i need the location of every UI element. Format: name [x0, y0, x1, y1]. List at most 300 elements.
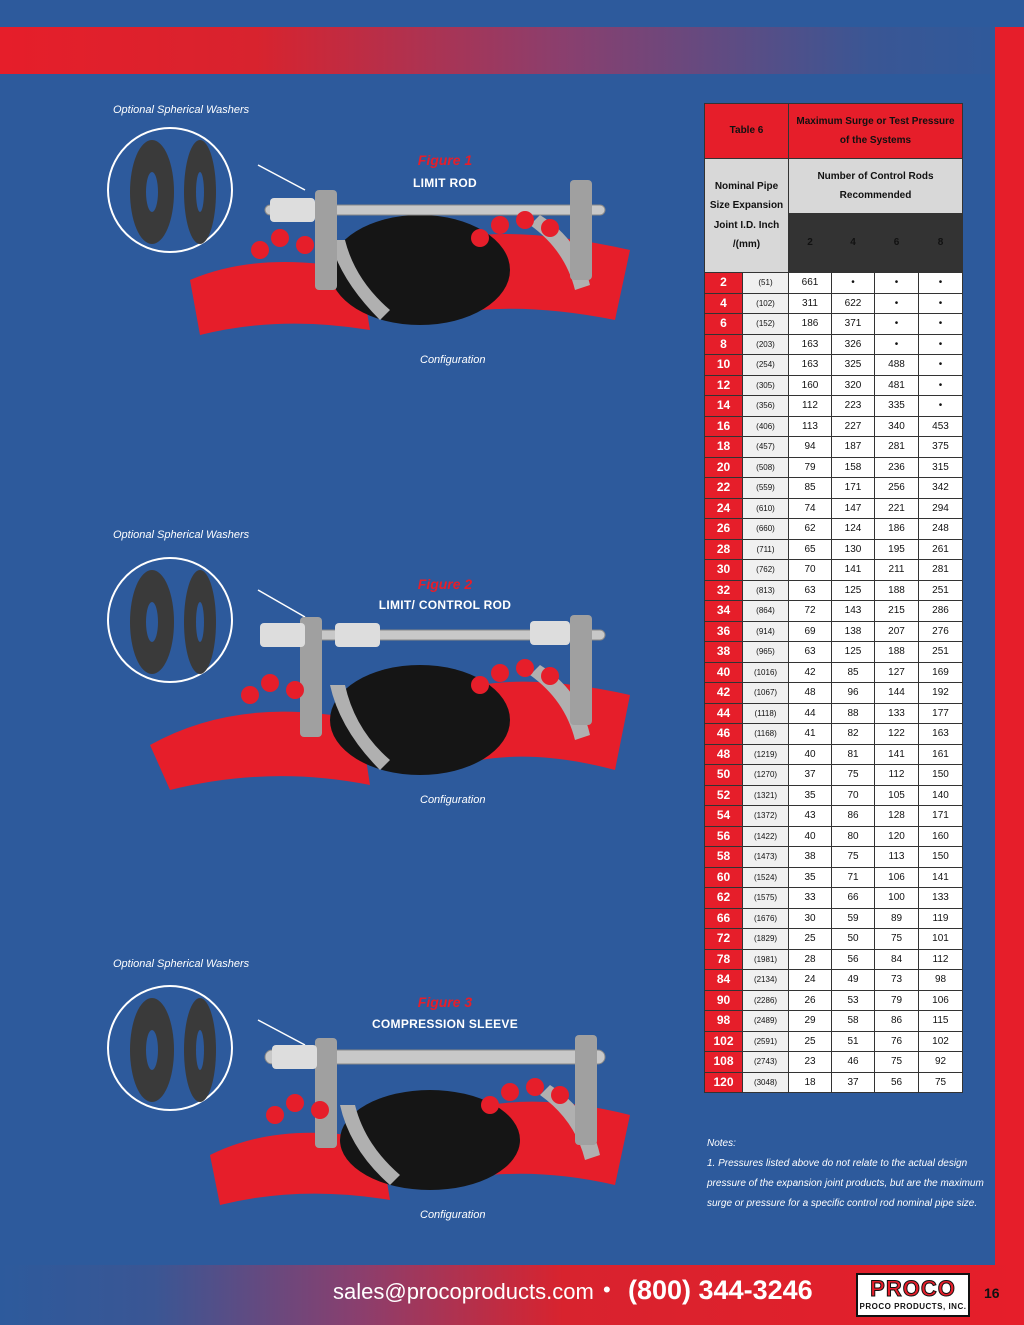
pressure-4-rods-cell: 130: [832, 539, 875, 560]
pressure-4-rods-cell: 75: [832, 847, 875, 868]
table-row: [705, 724, 963, 745]
pressure-6-rods-cell: 105: [875, 785, 919, 806]
pressure-4-rods-cell: 50: [832, 929, 875, 950]
size-mm-cell: (2286): [743, 990, 789, 1011]
pressure-2-rods-cell: 79: [789, 457, 832, 478]
pressure-6-rods-cell: 141: [875, 744, 919, 765]
pressure-6-rods-cell: 195: [875, 539, 919, 560]
nominal-size-cell: 34: [705, 601, 743, 622]
pressure-2-rods-cell: 24: [789, 970, 832, 991]
pressure-6-rods-cell: 221: [875, 498, 919, 519]
pressure-2-rods-cell: 44: [789, 703, 832, 724]
nominal-size-cell: 2: [705, 273, 743, 294]
table-row: [705, 744, 963, 765]
size-mm-cell: (203): [743, 334, 789, 355]
nominal-size-cell: 98: [705, 1011, 743, 1032]
table-label: Table 6: [705, 104, 789, 159]
pressure-2-rods-cell: 23: [789, 1052, 832, 1073]
nominal-size-cell: 18: [705, 437, 743, 458]
size-mm-cell: (711): [743, 539, 789, 560]
nominal-size-cell: 24: [705, 498, 743, 519]
figure-1-subtitle: LIMIT ROD: [412, 176, 478, 190]
pressure-8-rods-cell: 169: [919, 662, 963, 683]
pressure-6-rods-cell: 113: [875, 847, 919, 868]
pressure-4-rods-cell: 49: [832, 970, 875, 991]
pressure-4-rods-cell: 320: [832, 375, 875, 396]
size-mm-cell: (1575): [743, 888, 789, 909]
pressure-2-rods-cell: 65: [789, 539, 832, 560]
table-row: [705, 375, 963, 396]
pressure-2-rods-cell: 113: [789, 416, 832, 437]
figure-2-washers-label: Optional Spherical Washers: [113, 529, 250, 541]
table-row: [705, 1072, 963, 1093]
pressure-4-rods-cell: 141: [832, 560, 875, 581]
pressure-4-rods-cell: 70: [832, 785, 875, 806]
figure-2-caption: Configuration: [420, 794, 486, 806]
size-mm-cell: (864): [743, 601, 789, 622]
nominal-size-cell: 84: [705, 970, 743, 991]
pressure-8-rods-cell: 453: [919, 416, 963, 437]
table-row: [705, 826, 963, 847]
pressure-8-rods-cell: 315: [919, 457, 963, 478]
pressure-4-rods-cell: 58: [832, 1011, 875, 1032]
size-mm-cell: (1067): [743, 683, 789, 704]
pressure-6-rods-cell: 75: [875, 1052, 919, 1073]
pressure-8-rods-cell: 115: [919, 1011, 963, 1032]
table-row: [705, 621, 963, 642]
pressure-8-rods-cell: 248: [919, 519, 963, 540]
pressure-2-rods-cell: 28: [789, 949, 832, 970]
nominal-size-cell: 90: [705, 990, 743, 1011]
footer-email-link[interactable]: sales@procoproducts.com: [333, 1279, 594, 1304]
nominal-size-cell: 4: [705, 293, 743, 314]
size-mm-cell: (1321): [743, 785, 789, 806]
figure-1-illustration: [100, 120, 660, 350]
pressure-8-rods-cell: 119: [919, 908, 963, 929]
nominal-size-cell: 30: [705, 560, 743, 581]
nominal-size-cell: 26: [705, 519, 743, 540]
size-mm-cell: (1473): [743, 847, 789, 868]
nominal-size-cell: 16: [705, 416, 743, 437]
table-row: [705, 355, 963, 376]
table-row: [705, 416, 963, 437]
nominal-size-cell: 108: [705, 1052, 743, 1073]
washers-detail-icon: [108, 128, 232, 252]
pressure-8-rods-cell: 150: [919, 765, 963, 786]
nominal-size-cell: 6: [705, 314, 743, 335]
pressure-8-rods-cell: •: [919, 355, 963, 376]
table-row: [705, 601, 963, 622]
pressure-6-rods-cell: 188: [875, 642, 919, 663]
pressure-6-rods-cell: 79: [875, 990, 919, 1011]
compression-sleeve-assembly-icon: [210, 1035, 630, 1205]
pressure-2-rods-cell: 25: [789, 1031, 832, 1052]
pressure-8-rods-cell: •: [919, 293, 963, 314]
pressure-4-rods-cell: 59: [832, 908, 875, 929]
pressure-table: [704, 103, 962, 1093]
pressure-8-rods-cell: 160: [919, 826, 963, 847]
pressure-4-rods-cell: 88: [832, 703, 875, 724]
pressure-8-rods-cell: 92: [919, 1052, 963, 1073]
nominal-size-header: Nominal Pipe Size Expansion Joint I.D. Inch /(mm): [705, 159, 789, 273]
pressure-4-rods-cell: 187: [832, 437, 875, 458]
pressure-4-rods-cell: 124: [832, 519, 875, 540]
nominal-size-cell: 8: [705, 334, 743, 355]
size-mm-cell: (762): [743, 560, 789, 581]
pressure-6-rods-cell: 207: [875, 621, 919, 642]
size-mm-cell: (1270): [743, 765, 789, 786]
pressure-6-rods-cell: 211: [875, 560, 919, 581]
figure-3-illustration: [100, 970, 660, 1210]
pressure-2-rods-cell: 30: [789, 908, 832, 929]
pressure-6-rods-cell: 76: [875, 1031, 919, 1052]
footer-phone[interactable]: (800) 344-3246: [628, 1275, 813, 1305]
size-mm-cell: (610): [743, 498, 789, 519]
figure-3-title: Figure 3: [417, 994, 473, 1010]
pressure-2-rods-cell: 33: [789, 888, 832, 909]
table-row: [705, 437, 963, 458]
table-row: [705, 765, 963, 786]
pressure-8-rods-cell: 133: [919, 888, 963, 909]
figure-3-subtitle: COMPRESSION SLEEVE: [371, 1017, 519, 1031]
pressure-6-rods-cell: •: [875, 273, 919, 294]
figure-1-washers-label: Optional Spherical Washers: [113, 104, 250, 116]
size-mm-cell: (457): [743, 437, 789, 458]
pressure-6-rods-cell: 73: [875, 970, 919, 991]
rod-count-header: 2: [789, 214, 832, 273]
pressure-8-rods-cell: 101: [919, 929, 963, 950]
pressure-4-rods-cell: 71: [832, 867, 875, 888]
nominal-size-cell: 52: [705, 785, 743, 806]
pressure-6-rods-cell: 128: [875, 806, 919, 827]
nominal-size-cell: 58: [705, 847, 743, 868]
size-mm-cell: (1372): [743, 806, 789, 827]
pressure-2-rods-cell: 26: [789, 990, 832, 1011]
size-mm-cell: (152): [743, 314, 789, 335]
table-row: [705, 867, 963, 888]
pressure-8-rods-cell: 375: [919, 437, 963, 458]
pressure-4-rods-cell: 622: [832, 293, 875, 314]
pressure-6-rods-cell: 86: [875, 1011, 919, 1032]
figure-2-subtitle: LIMIT/ CONTROL ROD: [378, 598, 512, 612]
rod-count-header: 4: [832, 214, 875, 273]
table-row: [705, 314, 963, 335]
logo-wordmark: PROCO: [870, 1276, 956, 1301]
pressure-6-rods-cell: •: [875, 334, 919, 355]
pressure-8-rods-cell: 150: [919, 847, 963, 868]
pressure-8-rods-cell: 261: [919, 539, 963, 560]
pressure-6-rods-cell: 340: [875, 416, 919, 437]
size-mm-cell: (1219): [743, 744, 789, 765]
table-row: [705, 539, 963, 560]
table-row: [705, 908, 963, 929]
nominal-size-cell: 38: [705, 642, 743, 663]
pressure-8-rods-cell: 294: [919, 498, 963, 519]
pressure-6-rods-cell: 281: [875, 437, 919, 458]
pressure-2-rods-cell: 37: [789, 765, 832, 786]
pressure-8-rods-cell: 276: [919, 621, 963, 642]
pressure-4-rods-cell: 325: [832, 355, 875, 376]
table-row: [705, 642, 963, 663]
pressure-6-rods-cell: 188: [875, 580, 919, 601]
pressure-2-rods-cell: 163: [789, 334, 832, 355]
nominal-size-cell: 78: [705, 949, 743, 970]
size-mm-cell: (508): [743, 457, 789, 478]
pressure-4-rods-cell: 223: [832, 396, 875, 417]
nominal-size-cell: 12: [705, 375, 743, 396]
size-mm-cell: (3048): [743, 1072, 789, 1093]
pressure-8-rods-cell: 112: [919, 949, 963, 970]
nominal-size-cell: 50: [705, 765, 743, 786]
pressure-6-rods-cell: 481: [875, 375, 919, 396]
pressure-4-rods-cell: 143: [832, 601, 875, 622]
pressure-2-rods-cell: 18: [789, 1072, 832, 1093]
pressure-6-rods-cell: 89: [875, 908, 919, 929]
pressure-2-rods-cell: 41: [789, 724, 832, 745]
washers-detail-icon: [108, 986, 232, 1110]
table-row: [705, 293, 963, 314]
pressure-2-rods-cell: 85: [789, 478, 832, 499]
table-row: [705, 396, 963, 417]
pressure-8-rods-cell: 106: [919, 990, 963, 1011]
pressure-4-rods-cell: 371: [832, 314, 875, 335]
pressure-2-rods-cell: 48: [789, 683, 832, 704]
pressure-4-rods-cell: 46: [832, 1052, 875, 1073]
table-row: [705, 498, 963, 519]
page-number: 16: [984, 1285, 1000, 1301]
table-row: [705, 1011, 963, 1032]
size-mm-cell: (102): [743, 293, 789, 314]
size-mm-cell: (254): [743, 355, 789, 376]
size-mm-cell: (1829): [743, 929, 789, 950]
pressure-2-rods-cell: 72: [789, 601, 832, 622]
size-mm-cell: (1118): [743, 703, 789, 724]
pressure-2-rods-cell: 40: [789, 826, 832, 847]
nominal-size-cell: 120: [705, 1072, 743, 1093]
pressure-8-rods-cell: •: [919, 273, 963, 294]
pressure-4-rods-cell: 227: [832, 416, 875, 437]
notes-heading: Notes:: [707, 1138, 736, 1149]
pressure-4-rods-cell: •: [832, 273, 875, 294]
pressure-2-rods-cell: 112: [789, 396, 832, 417]
figure-2-illustration: [100, 545, 660, 795]
washers-detail-icon: [108, 558, 232, 682]
pressure-4-rods-cell: 138: [832, 621, 875, 642]
pressure-2-rods-cell: 63: [789, 580, 832, 601]
figure-2-title: Figure 2: [417, 576, 473, 592]
rod-count-header: 8: [919, 214, 963, 273]
nominal-size-cell: 10: [705, 355, 743, 376]
table-row: [705, 949, 963, 970]
table-row: [705, 662, 963, 683]
size-mm-cell: (660): [743, 519, 789, 540]
table-row: [705, 519, 963, 540]
pressure-2-rods-cell: 29: [789, 1011, 832, 1032]
pressure-8-rods-cell: 140: [919, 785, 963, 806]
table-row: [705, 806, 963, 827]
pressure-6-rods-cell: 84: [875, 949, 919, 970]
pressure-6-rods-cell: •: [875, 293, 919, 314]
pressure-8-rods-cell: 281: [919, 560, 963, 581]
nominal-size-cell: 102: [705, 1031, 743, 1052]
pressure-2-rods-cell: 38: [789, 847, 832, 868]
figure-1-title: Figure 1: [417, 152, 473, 168]
pressure-2-rods-cell: 163: [789, 355, 832, 376]
logo-company-name: PROCO PRODUCTS, INC.: [859, 1302, 967, 1311]
pressure-2-rods-cell: 186: [789, 314, 832, 335]
pressure-2-rods-cell: 43: [789, 806, 832, 827]
size-mm-cell: (305): [743, 375, 789, 396]
pressure-8-rods-cell: 98: [919, 970, 963, 991]
pressure-8-rods-cell: 75: [919, 1072, 963, 1093]
pressure-6-rods-cell: 215: [875, 601, 919, 622]
table-row: [705, 970, 963, 991]
size-mm-cell: (2489): [743, 1011, 789, 1032]
pressure-4-rods-cell: 85: [832, 662, 875, 683]
pressure-2-rods-cell: 74: [789, 498, 832, 519]
pressure-6-rods-cell: 133: [875, 703, 919, 724]
size-mm-cell: (356): [743, 396, 789, 417]
pressure-2-rods-cell: 69: [789, 621, 832, 642]
notes-block: [707, 1134, 987, 1214]
size-mm-cell: (1524): [743, 867, 789, 888]
pressure-4-rods-cell: 56: [832, 949, 875, 970]
pressure-4-rods-cell: 147: [832, 498, 875, 519]
size-mm-cell: (2743): [743, 1052, 789, 1073]
pressure-4-rods-cell: 81: [832, 744, 875, 765]
size-mm-cell: (1168): [743, 724, 789, 745]
pressure-2-rods-cell: 94: [789, 437, 832, 458]
pressure-2-rods-cell: 63: [789, 642, 832, 663]
pressure-8-rods-cell: 161: [919, 744, 963, 765]
nominal-size-cell: 66: [705, 908, 743, 929]
pressure-2-rods-cell: 40: [789, 744, 832, 765]
nominal-size-cell: 40: [705, 662, 743, 683]
pressure-6-rods-cell: 127: [875, 662, 919, 683]
pressure-8-rods-cell: •: [919, 396, 963, 417]
table-row: [705, 929, 963, 950]
pressure-2-rods-cell: 661: [789, 273, 832, 294]
size-mm-cell: (1016): [743, 662, 789, 683]
pressure-6-rods-cell: 236: [875, 457, 919, 478]
size-mm-cell: (51): [743, 273, 789, 294]
table-row: [705, 785, 963, 806]
table-row: [705, 1031, 963, 1052]
pressure-6-rods-cell: •: [875, 314, 919, 335]
nominal-size-cell: 46: [705, 724, 743, 745]
pressure-2-rods-cell: 62: [789, 519, 832, 540]
pressure-4-rods-cell: 125: [832, 580, 875, 601]
pressure-8-rods-cell: 251: [919, 642, 963, 663]
nominal-size-cell: 48: [705, 744, 743, 765]
size-mm-cell: (813): [743, 580, 789, 601]
size-mm-cell: (2134): [743, 970, 789, 991]
table-row: [705, 273, 963, 294]
pressure-4-rods-cell: 96: [832, 683, 875, 704]
size-mm-cell: (965): [743, 642, 789, 663]
nominal-size-cell: 28: [705, 539, 743, 560]
table-row: [705, 703, 963, 724]
pressure-4-rods-cell: 80: [832, 826, 875, 847]
table-row: [705, 478, 963, 499]
pressure-4-rods-cell: 66: [832, 888, 875, 909]
pressure-8-rods-cell: 102: [919, 1031, 963, 1052]
size-mm-cell: (2591): [743, 1031, 789, 1052]
pressure-4-rods-cell: 82: [832, 724, 875, 745]
table-row: [705, 847, 963, 868]
pressure-8-rods-cell: 141: [919, 867, 963, 888]
pressure-6-rods-cell: 120: [875, 826, 919, 847]
nominal-size-cell: 62: [705, 888, 743, 909]
pressure-6-rods-cell: 256: [875, 478, 919, 499]
limit-rod-assembly-icon: [190, 180, 630, 335]
size-mm-cell: (1676): [743, 908, 789, 929]
pressure-6-rods-cell: 75: [875, 929, 919, 950]
size-mm-cell: (559): [743, 478, 789, 499]
pressure-6-rods-cell: 106: [875, 867, 919, 888]
pressure-8-rods-cell: 177: [919, 703, 963, 724]
figure-3-washers-label: Optional Spherical Washers: [113, 958, 250, 970]
pressure-table-grid: [704, 103, 963, 1093]
size-mm-cell: (1981): [743, 949, 789, 970]
table-row: [705, 580, 963, 601]
right-edge-strip: [995, 27, 1024, 1265]
nominal-size-cell: 32: [705, 580, 743, 601]
pressure-4-rods-cell: 125: [832, 642, 875, 663]
nominal-size-cell: 20: [705, 457, 743, 478]
pressure-2-rods-cell: 70: [789, 560, 832, 581]
footer-separator: •: [603, 1277, 611, 1302]
pressure-2-rods-cell: 35: [789, 867, 832, 888]
pressure-2-rods-cell: 160: [789, 375, 832, 396]
pressure-8-rods-cell: 251: [919, 580, 963, 601]
size-mm-cell: (406): [743, 416, 789, 437]
table-row: [705, 334, 963, 355]
pressure-6-rods-cell: 335: [875, 396, 919, 417]
pressure-2-rods-cell: 35: [789, 785, 832, 806]
nominal-size-cell: 36: [705, 621, 743, 642]
table-row: [705, 1052, 963, 1073]
table-row: [705, 990, 963, 1011]
pressure-4-rods-cell: 75: [832, 765, 875, 786]
pressure-4-rods-cell: 158: [832, 457, 875, 478]
notes-text: 1. Pressures listed above do not relate to the actual design pressure of the expansion joint products, but are the maximum surge or pressure for a specific control rod nominal pipe size.: [707, 1158, 984, 1209]
table-row: [705, 560, 963, 581]
pressure-8-rods-cell: •: [919, 334, 963, 355]
nominal-size-cell: 60: [705, 867, 743, 888]
pressure-4-rods-cell: 37: [832, 1072, 875, 1093]
figure-3-caption: Configuration: [420, 1209, 486, 1221]
pressure-8-rods-cell: 342: [919, 478, 963, 499]
nominal-size-cell: 42: [705, 683, 743, 704]
table-row: [705, 683, 963, 704]
pressure-6-rods-cell: 144: [875, 683, 919, 704]
rod-count-header: 6: [875, 214, 919, 273]
pressure-6-rods-cell: 122: [875, 724, 919, 745]
pressure-6-rods-cell: 100: [875, 888, 919, 909]
table-row: [705, 457, 963, 478]
pressure-8-rods-cell: 171: [919, 806, 963, 827]
pressure-8-rods-cell: •: [919, 375, 963, 396]
nominal-size-cell: 72: [705, 929, 743, 950]
nominal-size-cell: 22: [705, 478, 743, 499]
pressure-2-rods-cell: 42: [789, 662, 832, 683]
pressure-2-rods-cell: 311: [789, 293, 832, 314]
pressure-4-rods-cell: 51: [832, 1031, 875, 1052]
pressure-4-rods-cell: 53: [832, 990, 875, 1011]
pressure-8-rods-cell: 163: [919, 724, 963, 745]
pressure-4-rods-cell: 86: [832, 806, 875, 827]
